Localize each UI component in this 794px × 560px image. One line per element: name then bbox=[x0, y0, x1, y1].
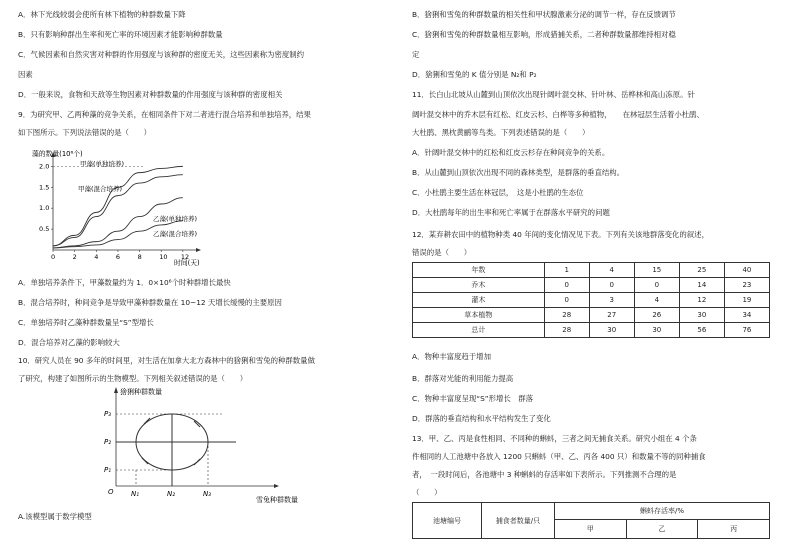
n1-label: N₁ bbox=[131, 490, 140, 498]
x-tick-label: 4 bbox=[94, 253, 99, 261]
table-cell: 4 bbox=[589, 263, 634, 278]
x-tick-label: 2 bbox=[72, 253, 77, 261]
table-cell: 28 bbox=[544, 323, 589, 338]
question-11-line2: 阔叶混交林中的乔木层有红松、红皮云杉、白桦等多种植物， 在林冠层生活着小杜鹃、 bbox=[412, 110, 704, 119]
p2-label: P₂ bbox=[104, 438, 112, 446]
option-c-previous-line1: C．气候因素和自然灾害对种群的作用强度与该种群的密度无关，这些因素称为密度制约 bbox=[18, 50, 305, 59]
x-tick-label: 10 bbox=[159, 253, 168, 261]
question-10-line1: 10．研究人员在 90 多年的时间里，对生活在加拿大北方森林中的猞猁和雪兔的种群数量做 bbox=[18, 356, 315, 365]
table-cell: 34 bbox=[724, 308, 769, 323]
question-9-line2: 如下图所示。下列说法错误的是（ ） bbox=[18, 128, 152, 137]
table-cell: 0 bbox=[544, 278, 589, 293]
q11-option-b: B．从山麓到山顶依次出现不同的森林类型，是群落的垂直结构。 bbox=[412, 168, 625, 177]
option-b-previous: B．只有影响种群出生率和死亡率的环境因素才能影响种群数量 bbox=[18, 30, 223, 39]
table-row bbox=[413, 293, 770, 308]
chart-y-label: 藻的数量(10⁶个) bbox=[32, 150, 83, 158]
q12-option-c: C．物种丰富度呈现“S”形增长 群落 bbox=[412, 394, 533, 403]
q10-option-d: D．猞猁和雪兔的 K 值分别是 N₂和 P₂ bbox=[412, 70, 537, 79]
table-cell: 乔木 bbox=[413, 278, 545, 293]
q9-option-d: D．混合培养对乙藻的影响较大 bbox=[18, 338, 120, 347]
label-a-mixed: 甲藻(混合培养) bbox=[78, 185, 123, 193]
y-tick-label: 1.5 bbox=[39, 183, 50, 192]
y-tick-label: 2.0 bbox=[39, 162, 50, 171]
origin-label: O bbox=[108, 488, 114, 496]
question-12-line2: 错误的是（ ） bbox=[412, 248, 472, 257]
question-12-line1: 12．某弃耕农田中的植物种类 40 年间的变化情况见下表。下列有关该地群落变化的叙述， bbox=[412, 230, 709, 239]
label-b-single: 乙藻(单独培养) bbox=[153, 215, 198, 223]
header-pond-number: 池塘编号 bbox=[413, 503, 482, 539]
table-cell: 30 bbox=[679, 308, 724, 323]
label-b-mixed: 乙藻(混合培养) bbox=[153, 230, 198, 238]
q9-option-b: B．混合培养时，种间竞争是导致甲藻种群数量在 10~12 天增长缓慢的主要原因 bbox=[18, 298, 282, 307]
table-row bbox=[413, 263, 770, 278]
p3-label: P₃ bbox=[104, 410, 112, 418]
table-cell: 4 bbox=[634, 293, 679, 308]
y-tick-label: 0.5 bbox=[39, 225, 50, 234]
question-13-line1: 13．甲、乙、丙是食性相同、不同种的蝌蚪，三者之间无捕食关系。研究小组在 4 个条 bbox=[412, 434, 697, 443]
label-a-single: 甲藻(单独培养) bbox=[80, 160, 125, 168]
x-tick-label: 8 bbox=[137, 253, 142, 261]
q11-option-d: D．大杜鹃每年的出生率和死亡率属于在群落水平研究的问题 bbox=[412, 208, 610, 217]
option-d-previous: D．一般来说，食物和天敌等生物因素对种群数量的作用强度与该种群的密度相关 bbox=[18, 90, 283, 99]
q12-option-b: B．群落对光能的利用能力提高 bbox=[412, 374, 514, 383]
table-cell: 14 bbox=[679, 278, 724, 293]
q12-option-d: D．群落的垂直结构和水平结构发生了变化 bbox=[412, 414, 551, 423]
table-cell: 19 bbox=[724, 293, 769, 308]
table-cell: 30 bbox=[634, 323, 679, 338]
hare-axis-label: 雪兔种群数量 bbox=[256, 496, 298, 504]
algae-growth-chart bbox=[28, 144, 228, 276]
table-cell: 28 bbox=[544, 308, 589, 323]
option-a-previous: A．林下光线较弱会使所有林下植物的种群数量下降 bbox=[18, 10, 186, 19]
table-cell: 1 bbox=[544, 263, 589, 278]
n2-label: N₂ bbox=[167, 490, 176, 498]
header-species-c: 丙 bbox=[698, 520, 770, 539]
cycle-arrow-4 bbox=[142, 458, 148, 464]
tadpole-survival-table bbox=[412, 502, 770, 539]
q11-option-c: C．小杜鹃主要生活在林冠层， 这是小杜鹃的生态位 bbox=[412, 188, 584, 197]
table-cell: 27 bbox=[589, 308, 634, 323]
x-tick-label: 0 bbox=[51, 253, 56, 261]
q12-option-a: A．物种丰富度趋于增加 bbox=[412, 352, 491, 361]
question-10-line2: 了研究，构建了如图所示的生物模型。下列相关叙述错误的是（ ） bbox=[18, 374, 248, 383]
x-tick-label: 12 bbox=[180, 253, 190, 261]
p1-label: P₁ bbox=[104, 466, 112, 474]
table-cell: 12 bbox=[679, 293, 724, 308]
q10-option-c-line2: 定 bbox=[412, 50, 420, 59]
table-cell: 26 bbox=[634, 308, 679, 323]
table-cell: 40 bbox=[724, 263, 769, 278]
q10-option-c-line1: C．猞猁和雪兔的种群数量相互影响，形成猎捕关系，二者种群数量都维持相对稳 bbox=[412, 30, 676, 39]
question-9-line1: 9．为研究甲、乙两种藻的竞争关系，在相同条件下对二者进行混合培养和单独培养，结果 bbox=[18, 110, 311, 119]
q10-option-a: A.该模型属于数学模型 bbox=[18, 512, 92, 521]
table-cell: 76 bbox=[724, 323, 769, 338]
table-cell: 年数 bbox=[413, 263, 545, 278]
table-row bbox=[413, 308, 770, 323]
question-13-line2: 件相同的人工池塘中各放入 1200 只蝌蚪（甲、乙、丙各 400 只）和数量不等的同种捕食 bbox=[412, 452, 706, 461]
lynx-axis-label: 猞猁种群数量 bbox=[120, 388, 162, 396]
chart-y-ticks bbox=[39, 162, 145, 233]
plant-species-table bbox=[412, 262, 770, 338]
cycle-arrow-3 bbox=[194, 459, 200, 465]
table-cell: 23 bbox=[724, 278, 769, 293]
header-species-a: 甲 bbox=[555, 520, 627, 539]
predator-prey-model-diagram bbox=[86, 384, 306, 504]
y-tick-label: 1.0 bbox=[39, 204, 50, 213]
q9-option-a: A．单独培养条件下，甲藻数量约为 1．0×10⁶个时种群增长最快 bbox=[18, 278, 231, 287]
table-cell: 25 bbox=[679, 263, 724, 278]
n3-label: N₃ bbox=[203, 490, 212, 498]
cycle-arrow-1 bbox=[144, 418, 150, 424]
option-c-previous-line2: 因素 bbox=[18, 70, 33, 79]
header-survival-rate: 蝌蚪存活率/% bbox=[555, 503, 770, 520]
chart-x-ticks bbox=[51, 250, 189, 261]
table-cell: 15 bbox=[634, 263, 679, 278]
q11-option-a: A．针阔叶混交林中的红松和红皮云杉存在种间竞争的关系。 bbox=[412, 148, 610, 157]
table-row bbox=[413, 323, 770, 338]
table-cell: 0 bbox=[634, 278, 679, 293]
question-13-line3: 者， 一段时间后，各池塘中 3 种蝌蚪的存活率如下表所示。下列推测不合理的是 bbox=[412, 470, 677, 479]
chart-x-label: 时间(天) bbox=[174, 259, 200, 267]
table-cell: 56 bbox=[679, 323, 724, 338]
table-row bbox=[413, 278, 770, 293]
header-predator-count: 捕食者数量/只 bbox=[482, 503, 555, 539]
table-cell: 草本植物 bbox=[413, 308, 545, 323]
table-cell: 3 bbox=[589, 293, 634, 308]
table-cell: 0 bbox=[589, 278, 634, 293]
table-cell: 总计 bbox=[413, 323, 545, 338]
header-species-b: 乙 bbox=[626, 520, 698, 539]
table-cell: 30 bbox=[589, 323, 634, 338]
table-cell: 灌木 bbox=[413, 293, 545, 308]
table-cell: 0 bbox=[544, 293, 589, 308]
q9-option-c: C．单独培养时乙藻种群数量呈“S”型增长 bbox=[18, 318, 154, 327]
question-11-line3: 大杜鹃、黑枕黄鹂等鸟类。下列表述错误的是（ ） bbox=[412, 128, 590, 137]
question-13-line4: （ ） bbox=[412, 488, 442, 497]
question-11-line1: 11．长白山北坡从山麓到山顶依次出现针阔叶混交林、针叶林、岳桦林和高山冻原。针 bbox=[412, 90, 695, 99]
q10-option-b: B．猞猁和雪兔的种群数量的相关性和甲状腺激素分泌的调节一样，存在反馈调节 bbox=[412, 10, 676, 19]
x-tick-label: 6 bbox=[115, 253, 121, 261]
